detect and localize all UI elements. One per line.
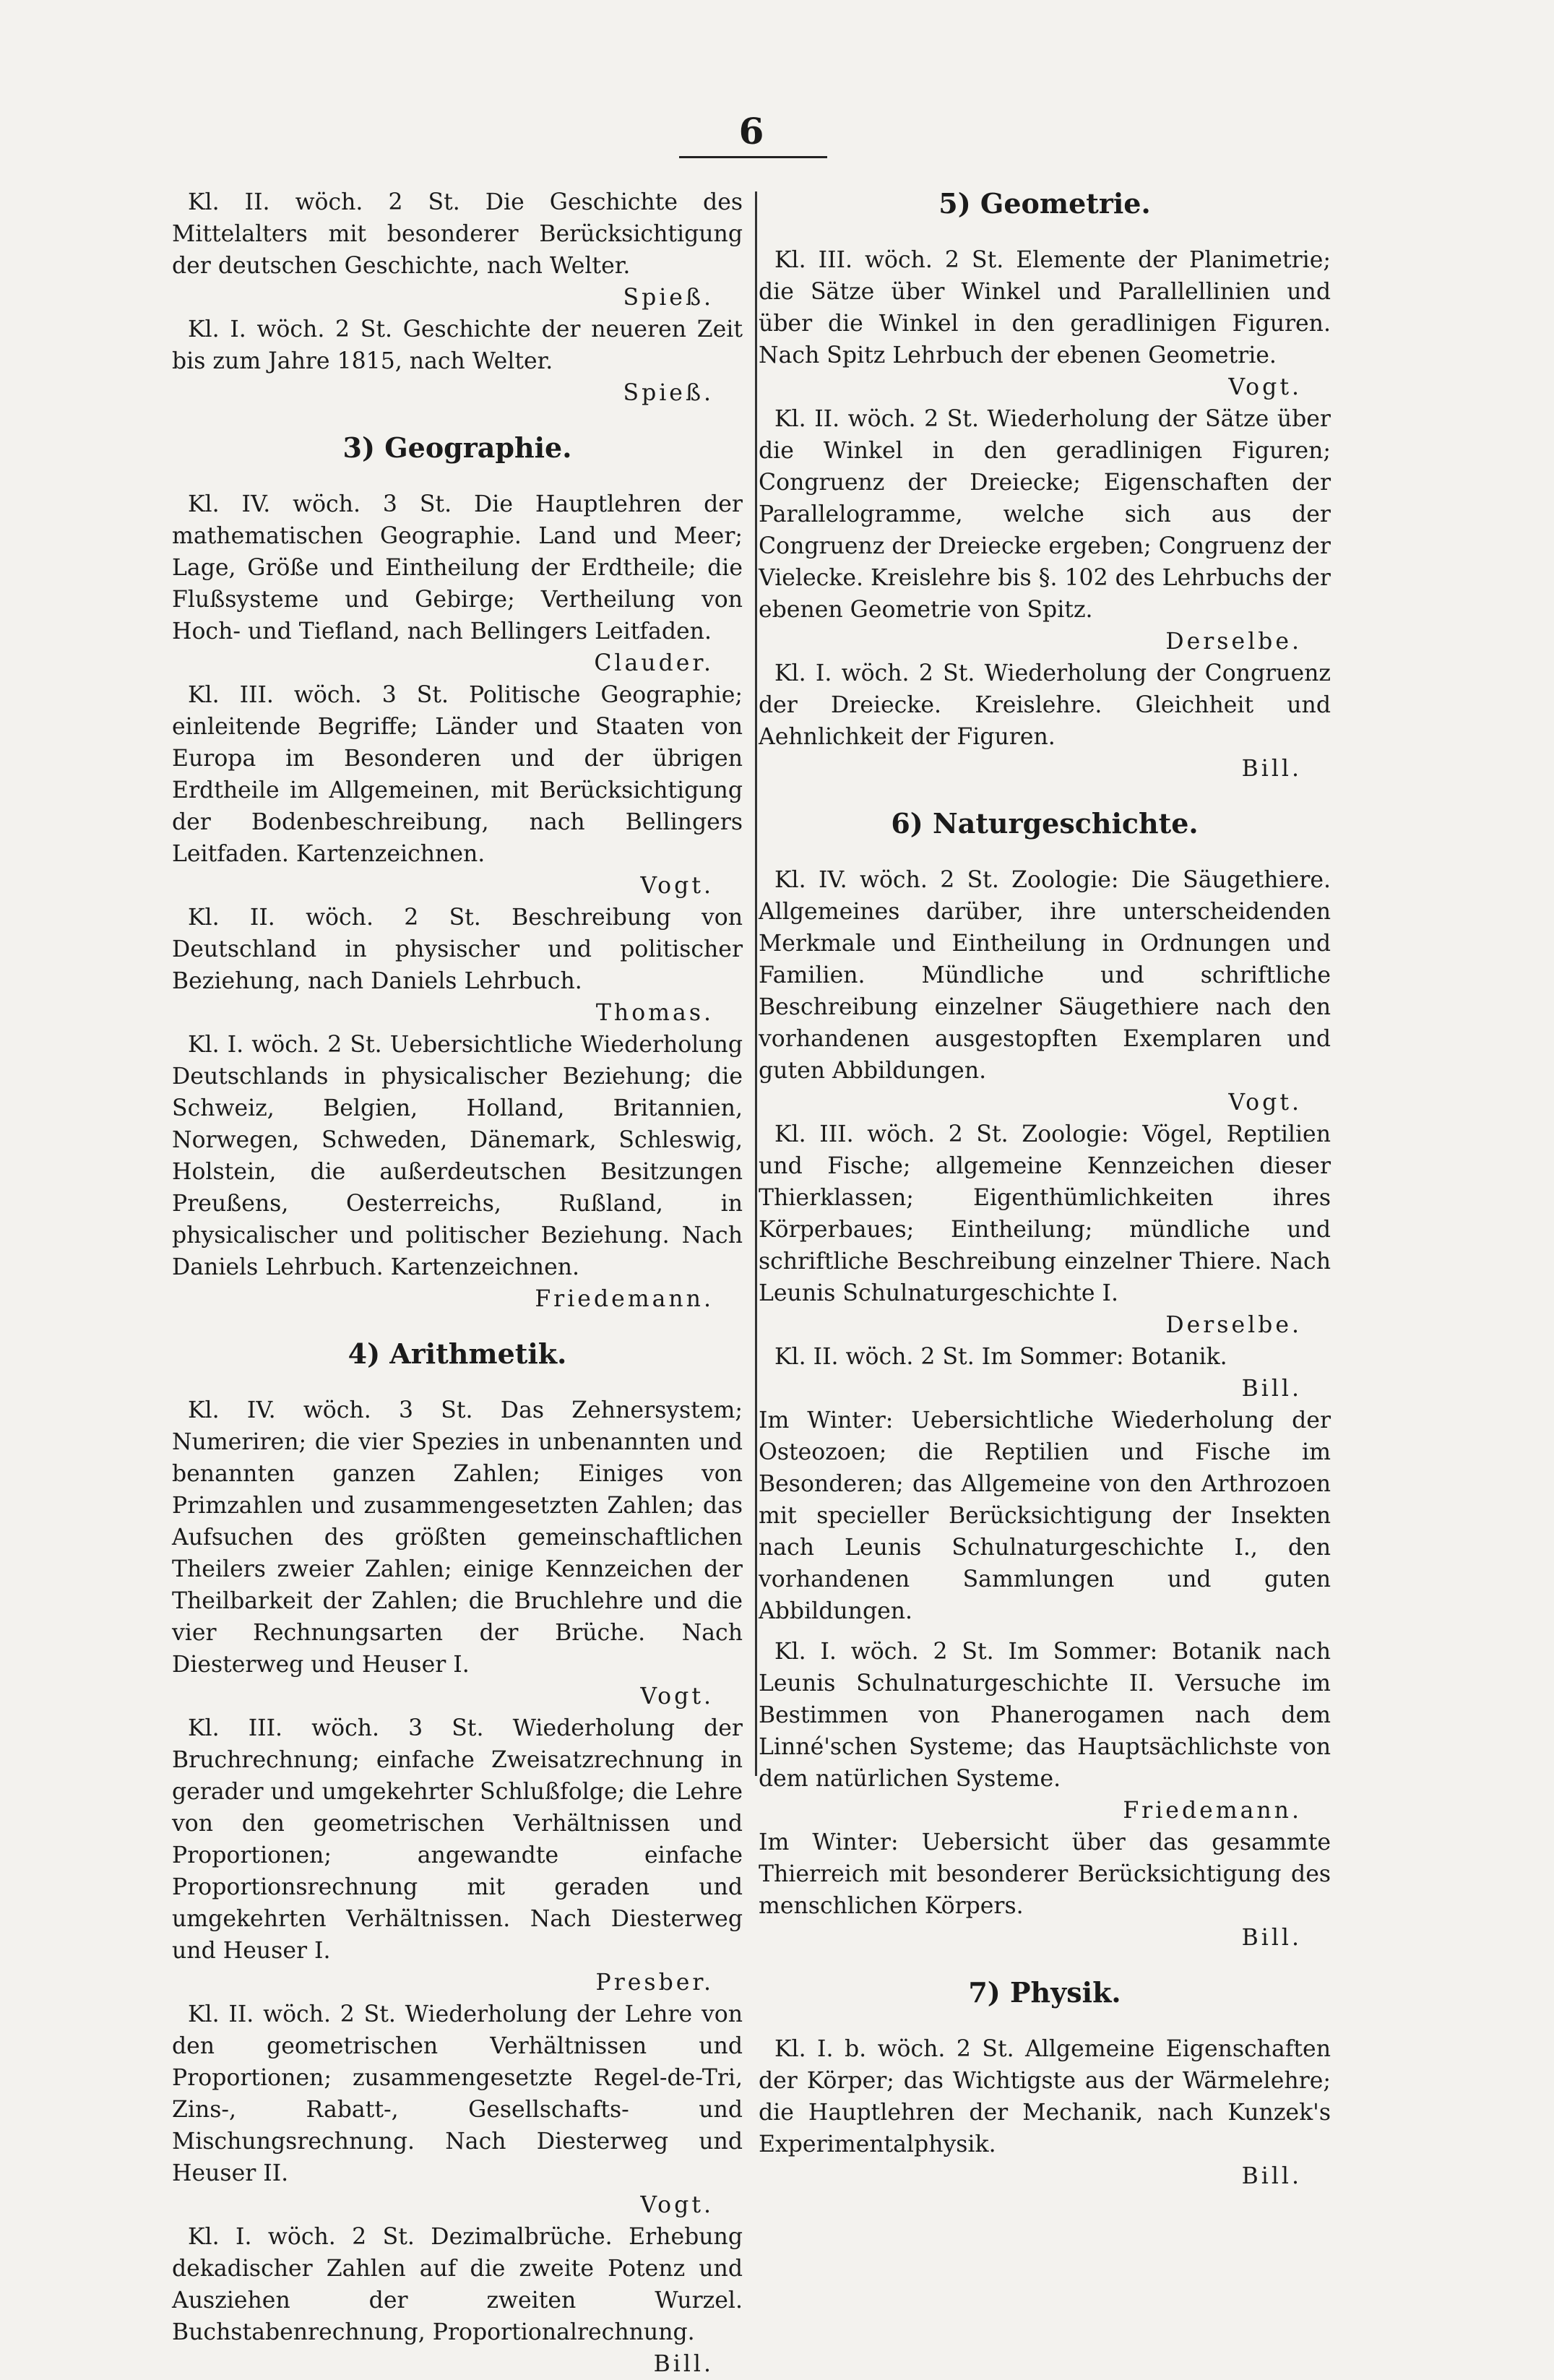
geography-heading: 3) Geographie. bbox=[342, 431, 572, 464]
history-k2-teacher: Spieß. bbox=[623, 285, 714, 311]
arith-k1-teacher: Bill. bbox=[653, 2351, 714, 2377]
geo-k3-text: Kl. III. wöch. 3 St. Politische Geographie; einleitende Begriffe; Länder und Staaten von Europa im Besonderen und der übrigen Erdtheile im Allgemeinen, mit Berücksichtigung der Bodenbeschreibung, nach Bellingers Leitfaden. Kartenzeichnen. bbox=[172, 682, 743, 867]
nat-k2-text: Kl. II. wöch. 2 St. Im Sommer: Botanik. bbox=[774, 1344, 1227, 1370]
nat-k3-teacher: Derselbe. bbox=[1165, 1312, 1302, 1338]
geom-k2-teacher: Derselbe. bbox=[1165, 629, 1302, 655]
geo-k2-text: Kl. II. wöch. 2 St. Beschreibung von Deutschland in physischer und politischer Beziehung, nach Daniels Lehrbuch. bbox=[172, 905, 743, 994]
nat-k1-text: Kl. I. wöch. 2 St. Im Sommer: Botanik nach Leunis Schulnaturgeschichte II. Versuche im Bestimmen von Phanerogamen nach dem Linné'schen Systeme; das Hauptsächlichste von dem natürlichen Systeme. bbox=[759, 1639, 1331, 1792]
left-column bbox=[172, 186, 743, 2380]
geom-k3-teacher: Vogt. bbox=[1228, 374, 1302, 400]
column-divider bbox=[755, 191, 757, 1776]
history-k1-text: Kl. I. wöch. 2 St. Geschichte der neueren Zeit bis zum Jahre 1815, nach Welter. bbox=[172, 316, 743, 374]
page-number-rule bbox=[679, 156, 827, 158]
geo-k1-text: Kl. I. wöch. 2 St. Uebersichtliche Wiederholung Deutschlands in physicalischer Beziehung; die Schweiz, Belgien, Holland, Britannien, Norwegen, Schweden, Dänemark, Schleswig, Holstein, die außerdeutschen Besitzungen Preußens, Oesterreichs, Rußland, in physicalischer und politischer Beziehung. Nach Daniels Lehrbuch. Kartenzeichnen. bbox=[172, 1032, 743, 1280]
arith-k3-teacher: Presber. bbox=[595, 1970, 714, 1996]
geo-k3-teacher: Vogt. bbox=[640, 873, 714, 899]
history-k1-teacher: Spieß. bbox=[623, 380, 714, 406]
nat-k4-text: Kl. IV. wöch. 2 St. Zoologie: Die Säugethiere. Allgemeines darüber, ihre unterscheidenden Merkmale und Eintheilung in Ordnungen und Familien. Mündliche und schriftliche Beschreibung einzelner Säugethiere nach den vorhandenen ausgestopften Exemplaren und guten Abbildungen. bbox=[759, 867, 1331, 1084]
geom-k1-text: Kl. I. wöch. 2 St. Wiederholung der Congruenz der Dreiecke. Kreislehre. Gleichheit und Aehnlichkeit der Figuren. bbox=[759, 660, 1331, 750]
nat-k2-winter-text: Im Winter: Uebersichtliche Wiederholung der Osteozoen; die Reptilien und Fische im Besonderen; das Allgemeine von den Arthrozoen mit specieller Berücksichtigung der Insekten nach Leunis Schulnaturgeschichte I., den vorhandenen Sammlungen und guten Abbildungen. bbox=[759, 1407, 1331, 1624]
nat-k4-teacher: Vogt. bbox=[1228, 1090, 1302, 1116]
arith-k1-text: Kl. I. wöch. 2 St. Dezimalbrüche. Erhebung dekadischer Zahlen auf die zweite Potenz und Ausziehen der zweiten Wurzel. Buchstabenrechnung, Proportionalrechnung. bbox=[172, 2224, 743, 2345]
arith-k3-text: Kl. III. wöch. 3 St. Wiederholung der Bruchrechnung; einfache Zweisatzrechnung in gerader und umgekehrter Schlußfolge; die Lehre von den geometrischen Verhältnissen und Proportionen; angewandte einfache Proportionsrechnung mit geraden und umgekehrten Verhältnissen. Nach Diesterweg und Heuser I. bbox=[172, 1715, 743, 1964]
arith-k2-teacher: Vogt. bbox=[640, 2192, 714, 2218]
right-column bbox=[759, 186, 1331, 2192]
page-number: 6 bbox=[738, 110, 764, 152]
phys-k1b-text: Kl. I. b. wöch. 2 St. Allgemeine Eigenschaften der Körper; das Wichtigste aus der Wärmelehre; die Hauptlehren der Mechanik, nach Kunzek's Experimentalphysik. bbox=[759, 2036, 1331, 2157]
geo-k4-teacher: Clauder. bbox=[594, 650, 714, 676]
geo-k1-teacher: Friedemann. bbox=[535, 1286, 714, 1312]
physics-heading: 7) Physik. bbox=[968, 1976, 1121, 2009]
geo-k4-text: Kl. IV. wöch. 3 St. Die Hauptlehren der mathematischen Geographie. Land und Meer; Lage, Größe und Eintheilung der Erdtheile; die Flußsysteme und Gebirge; Vertheilung von Hoch- und Tiefland, nach Bellingers Leitfaden. bbox=[172, 491, 743, 644]
geom-k1-teacher: Bill. bbox=[1241, 756, 1302, 782]
phys-k1b-teacher: Bill. bbox=[1241, 2163, 1302, 2189]
geometry-heading: 5) Geometrie. bbox=[938, 187, 1151, 220]
arith-k4-teacher: Vogt. bbox=[640, 1683, 714, 1709]
arith-k4-text: Kl. IV. wöch. 3 St. Das Zehnersystem; Numeriren; die vier Spezies in unbenannten und benannten ganzen Zahlen; Einiges von Primzahlen und zusammengesetzten Zahlen; das Aufsuchen des größten gemeinschaftlichen Theilers zweier Zahlen; einige Kennzeichen der Theilbarkeit der Zahlen; die Bruchlehre und die vier Rechnungsarten der Brüche. Nach Diesterweg und Heuser I. bbox=[172, 1397, 743, 1678]
arith-k2-text: Kl. II. wöch. 2 St. Wiederholung der Lehre von den geometrischen Verhältnissen und Proportionen; zusammengesetzte Regel-de-Tri, Zins-, Rabatt-, Gesellschafts- und Mischungsrechnung. Nach Diesterweg und Heuser II. bbox=[172, 2001, 743, 2186]
nat-k3-text: Kl. III. wöch. 2 St. Zoologie: Vögel, Reptilien und Fische; allgemeine Kennzeichen dieser Thierklassen; Eigenthümlichkeiten ihres Körperbaues; Eintheilung; mündliche und schriftliche Beschreibung einzelner Thiere. Nach Leunis Schulnaturgeschichte I. bbox=[759, 1121, 1331, 1306]
geom-k2-text: Kl. II. wöch. 2 St. Wiederholung der Sätze über die Winkel in den geradlinigen Figuren; Congruenz der Dreiecke; Eigenschaften der Parallelogramme, welche sich aus der Congruenz der Dreiecke ergeben; Congruenz der Vielecke. Kreislehre bis §. 102 des Lehrbuchs der ebenen Geometrie von Spitz. bbox=[759, 406, 1331, 623]
nat-k1-teacher: Friedemann. bbox=[1123, 1798, 1302, 1824]
geom-k3-text: Kl. III. wöch. 2 St. Elemente der Planimetrie; die Sätze über Winkel und Parallellinien und über die Winkel in den geradlinigen Figuren. Nach Spitz Lehrbuch der ebenen Geometrie. bbox=[759, 247, 1331, 368]
nat-k1-winter-text: Im Winter: Uebersicht über das gesammte Thierreich mit besonderer Berücksichtigung des menschlichen Körpers. bbox=[759, 1829, 1331, 1919]
geo-k2-teacher: Thomas. bbox=[595, 1000, 714, 1026]
nat-k2-teacher: Bill. bbox=[1241, 1376, 1302, 1402]
arithmetic-heading: 4) Arithmetik. bbox=[348, 1337, 567, 1370]
history-k2-text: Kl. II. wöch. 2 St. Die Geschichte des Mittelalters mit besonderer Berücksichtigung der deutschen Geschichte, nach Welter. bbox=[172, 189, 743, 279]
nat-k1-winter-teacher: Bill. bbox=[1241, 1925, 1302, 1951]
natural-history-heading: 6) Naturgeschichte. bbox=[891, 807, 1199, 840]
